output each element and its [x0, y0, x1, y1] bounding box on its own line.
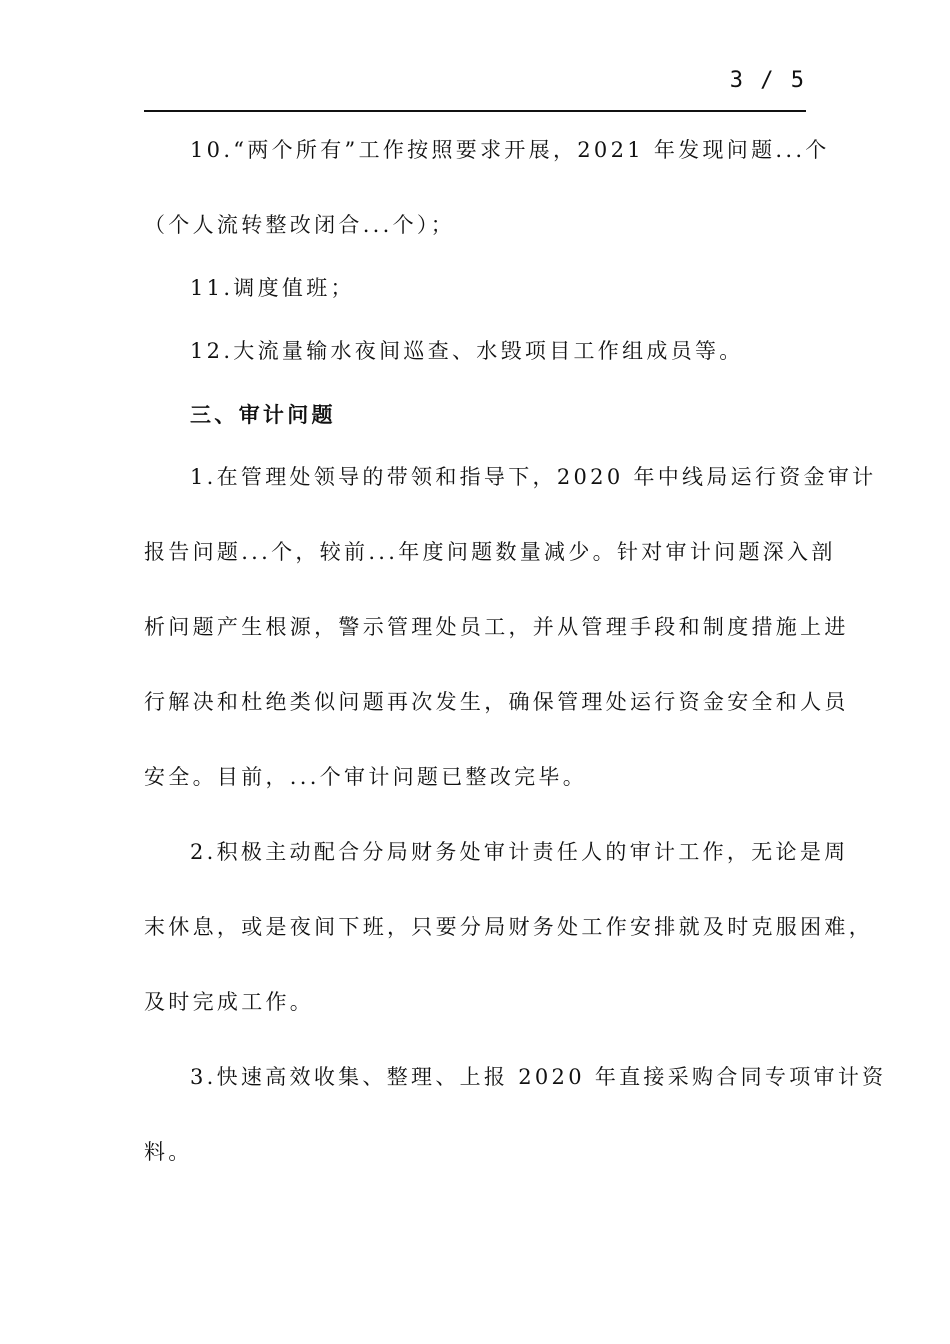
audit-item-1-line-4: 行解决和杜绝类似问题再次发生，确保管理处运行资金安全和人员 [144, 690, 849, 714]
item-11: 11.调度值班； [190, 276, 355, 300]
item-10-line-2: （个人流转整改闭合...个）； [144, 213, 456, 237]
audit-item-3-line-2: 料。 [144, 1140, 193, 1164]
audit-item-1-line-1: 1.在管理处领导的带领和指导下，2020 年中线局运行资金审计 [190, 465, 877, 489]
audit-item-3-line-1: 3.快速高效收集、整理、上报 2020 年直接采购合同专项审计资 [190, 1065, 887, 1089]
item-12: 12.大流量输水夜间巡查、水毁项目工作组成员等。 [190, 339, 744, 363]
audit-item-1-line-3: 析问题产生根源，警示管理处员工，并从管理手段和制度措施上进 [144, 615, 849, 639]
document-body [144, 132, 887, 1171]
audit-item-2-line-3: 及时完成工作。 [144, 990, 315, 1014]
page-number: 3 / 5 [729, 68, 806, 93]
audit-item-1-line-2: 报告问题...个，较前...年度问题数量减少。针对审计问题深入剖 [144, 540, 836, 564]
audit-item-2-line-2: 末休息，或是夜间下班，只要分局财务处工作安排就及时克服困难， [144, 915, 873, 939]
audit-item-1-line-5: 安全。目前，...个审计问题已整改完毕。 [144, 765, 588, 789]
section-heading-audit: 三、审计问题 [190, 402, 336, 427]
audit-item-2-line-1: 2.积极主动配合分局财务处审计责任人的审计工作，无论是周 [190, 840, 849, 864]
item-10-line-1: 10.“两个所有”工作按照要求开展，2021 年发现问题...个 [190, 138, 830, 162]
header-rule [144, 110, 806, 112]
